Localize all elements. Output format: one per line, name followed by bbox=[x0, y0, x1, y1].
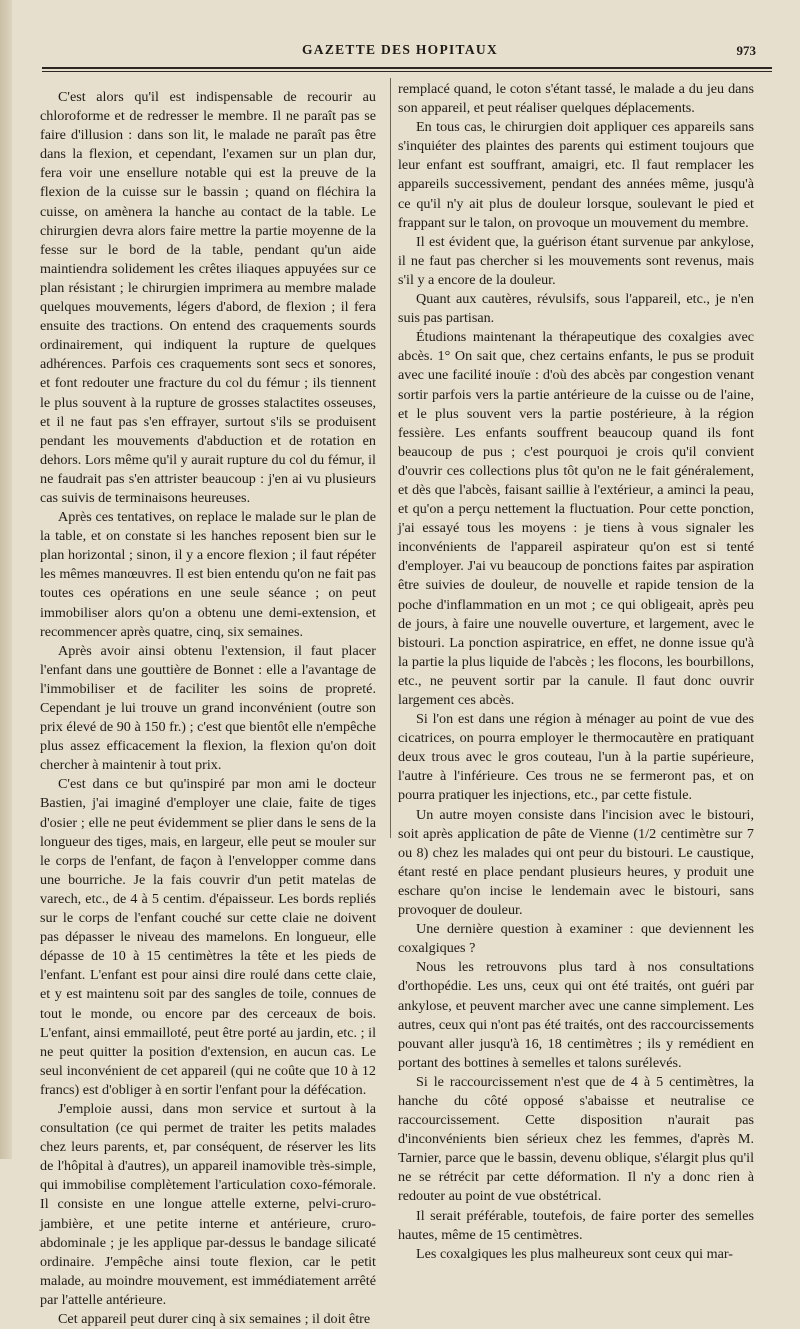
paragraph: remplacé quand, le coton s'étant tassé, le malade a du jeu dans son appareil, et peut réaliser quelques déplacements. bbox=[398, 81, 754, 117]
page-header bbox=[40, 42, 760, 66]
paragraph: J'emploie aussi, dans mon service et surtout à la consultation (ce qui permet de traiter les petits malades chez leurs parents, et, par conséquent, de réserver les lits de l'hôpital à d'autres), un appareil inamovible très-simple, qui immobilise complètement l'articulation coxo-fémorale. Il consiste en une longue attelle externe, pelvi-cruro-jambière, et une petite interne et antérieure, cruro-abdominale ; je les applique par-dessus le bandage silicaté ordinaire. J'empêche ainsi toute flexion, car le petit malade, au moindre mouvement, est immédiatement arrêté par l'attelle antérieure. bbox=[40, 1100, 376, 1308]
paragraph: En tous cas, le chirurgien doit appliquer ces appareils sans s'inquiéter des plaintes des parents qui estiment toujours que leur enfant est souffrant, amaigri, etc. Il faut remplacer les appareils successivement, pendant des années même, jusqu'à ce qu'il n'y ait plus de douleur lorsque, soulevant le pied et frappant sur le talon, on provoque un mouvement du membre. bbox=[398, 119, 754, 231]
paragraph: Étudions maintenant la thérapeutique des coxalgies avec abcès. 1° On sait que, chez certains enfants, le pus se produit avec une facilité inouïe : d'où des abcès par congestion venant sortir parfois vers la partie antérieure de la cuisse ou de l'aine, et le plus souvent vers la partie postérieure, à la région fessière. Les enfants souffrent beaucoup quand ils font beaucoup de pus ; c'est pourquoi je crois qu'il convient d'ouvrir ces collections plus tôt qu'on ne le fait généralement, et dès que l'abcès, faisant saillie à l'extérieur, a aminci la peau, et qu'on a perçu nettement la fluctuation. Pour cette ponction, j'ai essayé tous les moyens : je tiens à vous signaler les inconvénients de l'appareil aspirateur qu'on est si tenté d'employer. J'ai vu beaucoup de ponctions faites par aspiration être suivies de douleur, de nouvelle et rapide tension de la poche d'inflammation en un mot ; ce qui obligeait, après peu de jours, à faire une nouvelle ouverture, et largement, avec le bistouri. La ponction aspiratrice, en effet, ne donne issue qu'à la partie la plus liquide de l'abcès ; les flocons, les bourbillons, etc., ne peuvent sortir par la canule. Il faut donc ouvrir largement ces abcès. bbox=[398, 329, 754, 708]
header-rule-thin bbox=[42, 71, 772, 72]
paragraph: Une dernière question à examiner : que deviennent les coxalgiques ? bbox=[398, 921, 754, 957]
paragraph: Il serait préférable, toutefois, de faire porter des semelles hautes, même de 15 centimètres. bbox=[398, 1207, 754, 1243]
paragraph: Nous les retrouvons plus tard à nos consultations d'orthopédie. Les uns, ceux qui ont été traités, ont guéri par ankylose, et peuvent marcher avec une canne simplement. Les autres, ceux qui n'ont pas été traités, ont des raccourcissements pouvant aller jusqu'à 16, 18 centimètres ; ils y remédient en portant des bottines à semelles et talons surélevés. bbox=[398, 959, 754, 1071]
left-column bbox=[40, 88, 376, 1329]
paragraph: Si l'on est dans une région à ménager au point de vue des cicatrices, on pourra employer le thermocautère en pratiquant deux trous avec le gros couteau, l'un à la partie supérieure, l'autre à l'inférieure. Ces trous ne se fermeront pas, et on pourra pratiquer les injections, etc., par cette fistule. bbox=[398, 711, 754, 804]
paragraph: C'est dans ce but qu'inspiré par mon ami le docteur Bastien, j'ai imaginé d'employer une claie, faite de tiges d'osier ; elle ne peut évidemment se plier dans le sens de la longueur des tiges, mais, en largeur, elle peut se mouler sur le corps de l'enfant, de façon à l'envelopper comme dans une bourriche. Je la fais couvrir d'un petit matelas de varech, etc., de 4 à 5 centim. d'épaisseur. Les bords repliés sur le corps de l'enfant couché sur cette claie ne doivent pas dépasser le niveau des mamelons. En longueur, elle dépasse de 10 à 15 centimètres la tête et les pieds de l'enfant. L'enfant est pour ainsi dire roulé dans cette claie, et y est maintenu soit par des sangles de toile, connues de tout le monde, ou encore par des cerceaux de bois. L'enfant, ainsi emmailloté, peut être porté au jardin, etc. ; il ne peut quitter la position d'extension, en aucun cas. Le seul inconvénient de cet appareil (qui ne coûte que 10 à 12 francs) est d'obliger à en sortir l'enfant pour la défécation. bbox=[40, 776, 376, 1098]
paragraph: Un autre moyen consiste dans l'incision avec le bistouri, soit après application de pâte de Vienne (1/2 centimètre sur 7 ou 8) chez les malades qui ont peur du bistouri. Le caustique, étant resté en place pendant plusieurs heures, y produit une eschare qu'on incise le lendemain avec le bistouri, sans provoquer de douleur. bbox=[398, 806, 754, 919]
paragraph: Cet appareil peut durer cinq à six semaines ; il doit être bbox=[58, 1311, 371, 1327]
running-head: GAZETTE DES HOPITAUX bbox=[301, 42, 499, 57]
paragraph: C'est alors qu'il est indispensable de recourir au chloroforme et de redresser le membre. Il ne paraît pas se faire d'illusion : dans son lit, le malade ne paraît pas être dans la flexion, et cependant, l'examen sur un plan dur, fera voir une ensellure notable qui est la preuve de la flexion de la cuisse sur le bassin ; quand on fléchira la cuisse, on amènera la hanche au contact de la table. Le chirurgien devra alors faire mettre la partie moyenne de la fesse sur le bord de la table, pendant qu'un aide maintiendra solidement les crêtes iliaques appuyées sur ce plan résistant ; le chirurgien imprimera au membre malade quelques mouvements, légers d'abord, de flexion ; il fera ensuite des tractions. On entend des craquements sourds ordinairement, qui indiquent la rupture de quelques adhérences. Parfois ces craquements sont secs et sonores, et font redouter une fracture du col du fémur ; ils tiennent le plus souvent à la rupture de grosses stalactites osseuses, et il ne faut pas s'en effrayer, surtout s'ils se produisent pendant les mouvements d'abduction et de rotation en dehors. Lors même qu'il y aurait rupture du col du fémur, il ne faudrait pas s'en attrister beaucoup : j'en ai vu plusieurs cas suivis de terminaisons heureuses. bbox=[40, 89, 376, 506]
right-column bbox=[398, 80, 754, 1264]
page-number: 973 bbox=[736, 43, 756, 58]
paragraph: Après avoir ainsi obtenu l'extension, il faut placer l'enfant dans une gouttière de Bonnet : elle a l'avantage de l'immobiliser et de faciliter les soins de propreté. Cependant je lui trouve un grand inconvénient (outre son prix élevé de 90 à 150 fr.) ; c'est que bientôt elle n'empêche plus assez efficacement la flexion, la flexion qu'on doit chercher à maintenir à tout prix. bbox=[40, 642, 376, 774]
page-binding-edge bbox=[0, 0, 12, 1159]
column-divider bbox=[390, 78, 391, 838]
paragraph: Quant aux cautères, révulsifs, sous l'appareil, etc., je n'en suis pas partisan. bbox=[398, 291, 754, 327]
header-rule bbox=[42, 67, 772, 69]
paragraph: Il est évident que, la guérison étant survenue par ankylose, il ne faut pas chercher si les mouvements sont revenus, mais s'il y a encore de la douleur. bbox=[398, 233, 754, 288]
paragraph: Les coxalgiques les plus malheureux sont ceux qui mar- bbox=[416, 1245, 734, 1262]
paragraph: Après ces tentatives, on replace le malade sur le plan de la table, et on constate si les hanches reposent bien sur le plan horizontal ; sinon, il y a encore flexion ; il faut répéter les mêmes manœuvres. Il est bien entendu qu'on ne fait pas toutes ces opérations en une seule séance ; on peut immobiliser alors qu'on a obtenu une demi-extension, et recommencer après quatre, cinq, six semaines. bbox=[40, 509, 376, 640]
paragraph: Si le raccourcissement n'est que de 4 à 5 centimètres, la hanche du côté opposé s'abaisse et neutralise ce raccourcissement. Cette disposition n'aurait pas d'inconvénients bien sérieux chez les femmes, d'après M. Tarnier, parce que le bassin, devenu oblique, s'élargit plus qu'il ne se rétrécit par cette déformation. Il n'y a donc rien à redouter au point de vue obstétrical. bbox=[398, 1073, 754, 1205]
